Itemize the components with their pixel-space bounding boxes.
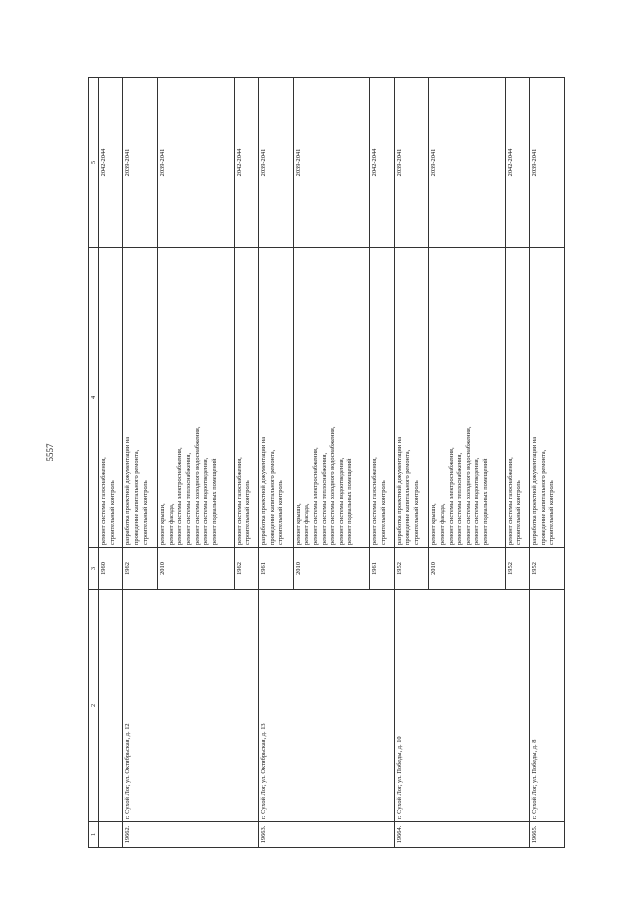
table-row xyxy=(394,78,429,848)
row-number-cell: 19663. xyxy=(258,822,293,848)
work-line: проведение капитального ремонта, xyxy=(539,449,547,545)
work-line: ремонт системы холодного водоснабжения, xyxy=(193,426,201,545)
work-line: ремонт системы газоснабжения, xyxy=(235,457,243,545)
work-line: строительный контроль xyxy=(108,480,116,545)
work-line: ремонт системы электроснабжения, xyxy=(311,447,319,545)
work-line: строительный контроль xyxy=(515,480,523,545)
page-number: 5557 xyxy=(45,443,55,462)
row-number-cell: 19664. xyxy=(394,822,429,848)
table-row xyxy=(258,78,293,848)
work-line: строительный контроль xyxy=(379,480,387,545)
work-line: строительный контроль xyxy=(277,480,285,545)
period-cell: 2039-2041 xyxy=(293,78,369,248)
table-row xyxy=(123,78,158,848)
work-line: ремонт подвальных помещений xyxy=(210,458,218,545)
table-row xyxy=(505,78,529,848)
year-cell: 2010 xyxy=(429,548,505,590)
work-line: ремонт системы газоснабжения, xyxy=(100,457,107,545)
work-line: ремонт системы водоотведения, xyxy=(337,457,345,545)
period-cell: 2039-2041 xyxy=(394,78,429,248)
continuation-address-cell xyxy=(99,590,123,822)
row-number-cell xyxy=(158,822,234,848)
work-line: ремонт фасада, xyxy=(167,503,175,545)
column-number-1: 1 xyxy=(89,822,99,848)
work-line: ремонт фасада, xyxy=(438,503,446,545)
row-number-cell xyxy=(293,822,369,848)
work-line: ремонт системы теплоснабжения, xyxy=(184,452,192,545)
column-number-4: 4 xyxy=(89,248,99,548)
period-cell: 2039-2041 xyxy=(258,78,293,248)
year-cell: 1952 xyxy=(530,548,565,590)
work-line: ремонт системы водоотведения, xyxy=(473,457,481,545)
rotated-table-sheet xyxy=(88,78,565,848)
year-cell: 2010 xyxy=(158,548,234,590)
work-line: проведение капитального ремонта, xyxy=(268,449,276,545)
work-line: ремонт системы холодного водоснабжения, xyxy=(329,426,337,545)
works-cell xyxy=(505,248,529,548)
works-cell xyxy=(158,248,234,548)
row-number-cell: 19665. xyxy=(530,822,565,848)
work-line: ремонт системы теплоснабжения, xyxy=(320,452,328,545)
table-row xyxy=(429,78,505,848)
work-line: ремонт системы холодного водоснабжения, xyxy=(464,426,472,545)
work-line: ремонт системы теплоснабжения, xyxy=(456,452,464,545)
work-line: ремонт крыши, xyxy=(294,503,302,545)
year-cell: 1962 xyxy=(234,548,258,590)
year-cell: 1962 xyxy=(123,548,158,590)
address-cell xyxy=(293,590,369,822)
work-line: ремонт подвальных помещений xyxy=(346,458,354,545)
work-line: ремонт подвальных помещений xyxy=(481,458,489,545)
works-cell xyxy=(530,248,565,548)
column-number-3: 3 xyxy=(89,548,99,590)
row-number-cell xyxy=(370,822,394,848)
table-row xyxy=(293,78,369,848)
work-line: разработка проектной документации на xyxy=(531,436,539,545)
works-cell xyxy=(394,248,429,548)
work-line: проведение капитального ремонта, xyxy=(133,449,140,545)
works-cell xyxy=(99,248,123,548)
works-cell xyxy=(258,248,293,548)
row-number-cell xyxy=(505,822,529,848)
address-cell: г. Сухой Лог, ул. Октябрьская, д. 12 xyxy=(123,590,158,822)
year-cell: 1961 xyxy=(370,548,394,590)
year-cell: 2010 xyxy=(293,548,369,590)
work-line: строительный контроль xyxy=(141,480,149,545)
work-line: ремонт системы газоснабжения, xyxy=(371,457,379,545)
work-line: ремонт системы электроснабжения, xyxy=(176,447,184,545)
works-cell xyxy=(429,248,505,548)
table-row xyxy=(234,78,258,848)
period-cell: 2042-2044 xyxy=(370,78,394,248)
work-line: разработка проектной документации на xyxy=(124,436,132,545)
work-line: разработка проектной документации на xyxy=(395,436,403,545)
work-line: ремонт фасада, xyxy=(303,503,311,545)
works-cell xyxy=(123,248,158,548)
address-cell xyxy=(429,590,505,822)
works-cell xyxy=(370,248,394,548)
column-number-5: 5 xyxy=(89,78,99,248)
row-number-cell: 19662. xyxy=(123,822,158,848)
period-cell: 2039-2041 xyxy=(530,78,565,248)
address-cell xyxy=(158,590,234,822)
year-cell: 1952 xyxy=(505,548,529,590)
row-number-cell xyxy=(234,822,258,848)
work-line: ремонт системы водоотведения, xyxy=(202,457,210,545)
works-cell xyxy=(293,248,369,548)
work-line: строительный контроль xyxy=(548,480,556,545)
period-cell: 2042-2044 xyxy=(99,78,123,248)
work-line: проведение капитального ремонта, xyxy=(404,449,412,545)
column-number-2: 2 xyxy=(89,590,99,822)
work-line: ремонт системы газоснабжения, xyxy=(506,457,514,545)
year-cell: 1961 xyxy=(258,548,293,590)
work-line: ремонт системы электроснабжения, xyxy=(447,447,455,545)
year-cell: 1952 xyxy=(394,548,429,590)
address-cell: г. Сухой Лог, ул. Победы, д. 10 xyxy=(394,590,429,822)
continuation-row xyxy=(99,78,123,848)
work-line: ремонт крыши, xyxy=(159,503,167,545)
address-cell xyxy=(370,590,394,822)
table-row xyxy=(370,78,394,848)
work-line: разработка проектной документации на xyxy=(259,436,267,545)
works-cell xyxy=(234,248,258,548)
address-cell: г. Сухой Лог, ул. Октябрьская, д. 13 xyxy=(258,590,293,822)
period-cell: 2039-2041 xyxy=(158,78,234,248)
work-line: строительный контроль xyxy=(412,480,420,545)
continuation-num-cell xyxy=(99,822,123,848)
period-cell: 2039-2041 xyxy=(123,78,158,248)
period-cell: 2039-2041 xyxy=(429,78,505,248)
year-cell: 1960 xyxy=(99,548,123,590)
table-row xyxy=(158,78,234,848)
address-cell xyxy=(234,590,258,822)
period-cell: 2042-2044 xyxy=(505,78,529,248)
table-row xyxy=(530,78,565,848)
row-number-cell xyxy=(429,822,505,848)
address-cell: г. Сухой Лог, ул. Победы, д. 8 xyxy=(530,590,565,822)
period-cell: 2042-2044 xyxy=(234,78,258,248)
address-cell xyxy=(505,590,529,822)
column-number-row xyxy=(89,78,99,848)
work-line: ремонт крыши, xyxy=(430,503,438,545)
capital-repair-table xyxy=(88,77,565,848)
work-line: строительный контроль xyxy=(244,480,252,545)
